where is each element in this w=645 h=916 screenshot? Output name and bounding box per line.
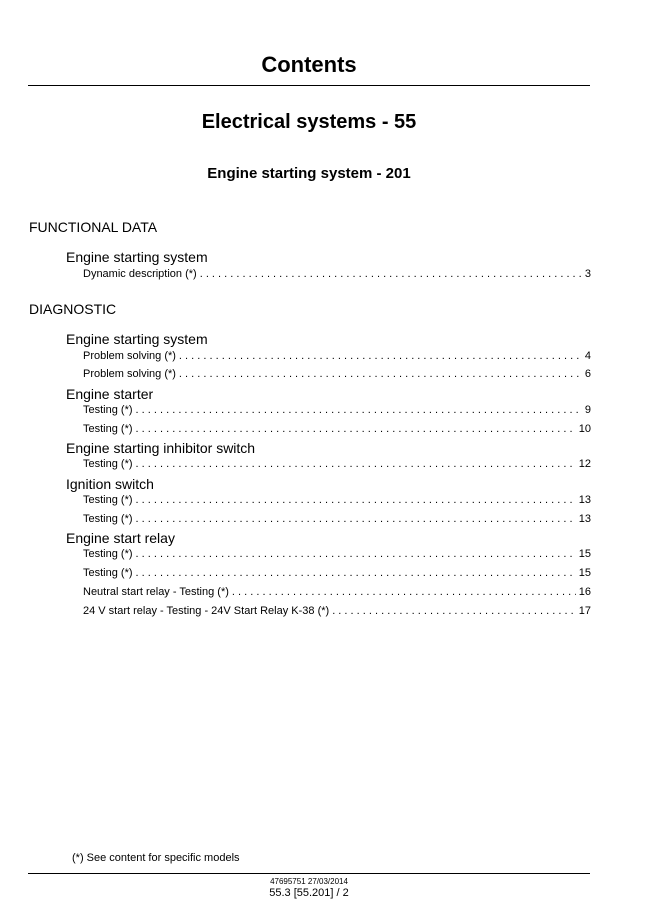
page-title: Contents xyxy=(261,52,357,77)
toc-entry-label: 24 V start relay - Testing - 24V Start Relay K-38 (*) xyxy=(83,605,330,617)
toc-entry[interactable] xyxy=(83,547,591,561)
section-heading-functional-data: FUNCTIONAL DATA xyxy=(29,219,158,235)
toc-entry[interactable] xyxy=(83,604,591,618)
document-reference: 47695751 27/03/2014 xyxy=(270,877,348,886)
footer-rule xyxy=(28,873,590,874)
toc-entry[interactable] xyxy=(83,493,591,507)
toc-entry[interactable] xyxy=(83,349,591,363)
toc-entry-page: 4 xyxy=(584,350,591,362)
group-heading: Engine starter xyxy=(66,386,154,402)
toc-entry-label: Testing (*) xyxy=(83,404,133,416)
dot-leader xyxy=(136,512,576,526)
footnote: (*) See content for specific models xyxy=(72,852,240,864)
toc-entry[interactable] xyxy=(83,566,591,580)
dot-leader xyxy=(136,403,582,417)
title-rule xyxy=(28,85,590,86)
toc-entry[interactable] xyxy=(83,267,591,281)
toc-entry[interactable] xyxy=(83,585,591,599)
toc-entry-label: Testing (*) xyxy=(83,494,133,506)
group-heading: Ignition switch xyxy=(66,476,154,492)
dot-leader xyxy=(332,604,576,618)
dot-leader xyxy=(232,585,576,599)
dot-leader xyxy=(136,493,576,507)
toc-entry-page: 15 xyxy=(578,548,591,560)
toc-entry[interactable] xyxy=(83,512,591,526)
toc-entry-label: Dynamic description (*) xyxy=(83,268,197,280)
toc-entry-page: 10 xyxy=(578,423,591,435)
toc-entry[interactable] xyxy=(83,367,591,381)
toc-entry-label: Problem solving (*) xyxy=(83,368,176,380)
toc-entry-label: Problem solving (*) xyxy=(83,350,176,362)
dot-leader xyxy=(136,566,576,580)
toc-entry[interactable] xyxy=(83,403,591,417)
dot-leader xyxy=(136,457,576,471)
toc-entry-page: 6 xyxy=(584,368,591,380)
system-heading: Electrical systems - 55 xyxy=(201,111,417,133)
toc-entry-label: Testing (*) xyxy=(83,423,133,435)
section-heading-diagnostic: DIAGNOSTIC xyxy=(29,301,117,317)
toc-entry[interactable] xyxy=(83,457,591,471)
toc-entry-label: Testing (*) xyxy=(83,567,133,579)
dot-leader xyxy=(136,547,576,561)
subsystem-heading: Engine starting system - 201 xyxy=(207,165,411,182)
toc-entry-page: 17 xyxy=(578,605,591,617)
page-reference: 55.3 [55.201] / 2 xyxy=(269,887,349,899)
toc-entry-page: 16 xyxy=(578,586,591,598)
toc-entry-label: Testing (*) xyxy=(83,458,133,470)
dot-leader xyxy=(200,267,582,281)
toc-entry[interactable] xyxy=(83,422,591,436)
dot-leader xyxy=(179,349,582,363)
group-heading: Engine starting inhibitor switch xyxy=(66,440,256,456)
toc-entry-page: 15 xyxy=(578,567,591,579)
toc-entry-page: 13 xyxy=(578,494,591,506)
toc-entry-page: 13 xyxy=(578,513,591,525)
group-heading: Engine starting system xyxy=(66,249,208,265)
toc-entry-page: 9 xyxy=(584,404,591,416)
group-heading: Engine starting system xyxy=(66,331,208,347)
dot-leader xyxy=(179,367,582,381)
group-heading: Engine start relay xyxy=(66,530,175,546)
toc-entry-label: Testing (*) xyxy=(83,548,133,560)
toc-entry-label: Testing (*) xyxy=(83,513,133,525)
toc-entry-page: 12 xyxy=(578,458,591,470)
toc-entry-label: Neutral start relay - Testing (*) xyxy=(83,586,229,598)
toc-entry-page: 3 xyxy=(584,268,591,280)
dot-leader xyxy=(136,422,576,436)
